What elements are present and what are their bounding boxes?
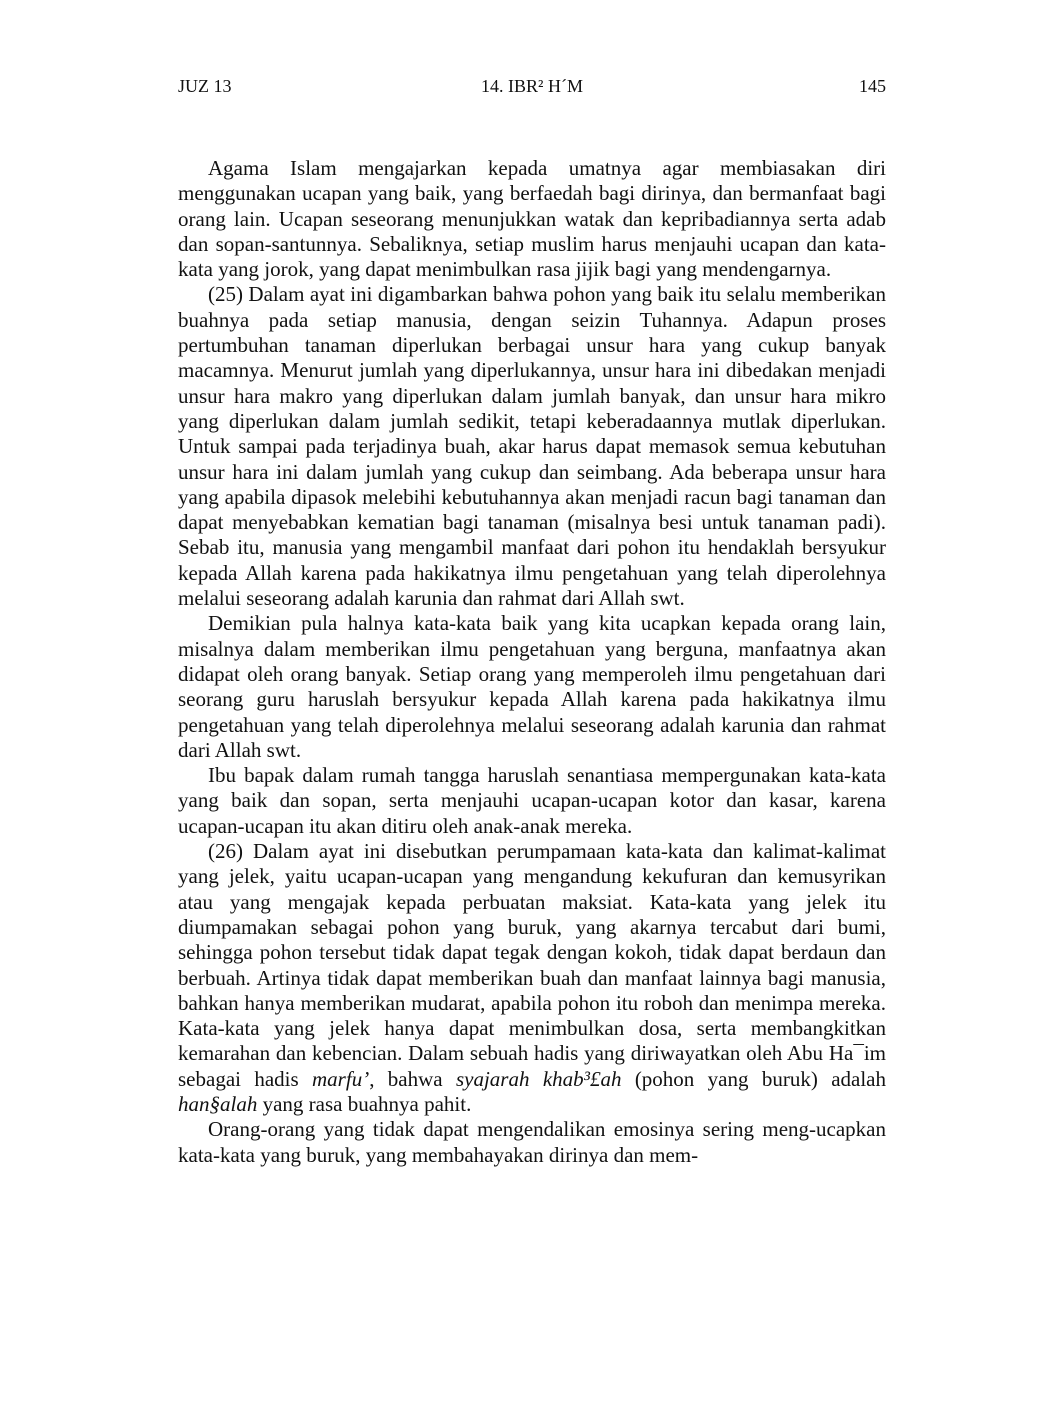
page-header [178, 76, 886, 102]
juz-label: JUZ 13 [178, 76, 232, 96]
paragraph: Demikian pula halnya kata-kata baik yang kita ucapkan kepada orang lain, misalnya dalam memberikan ilmu pengetahuan yang berguna, manfaatnya akan didapat oleh orang banyak. Setiap orang yang memperoleh ilmu pengetahuan dari seorang guru haruslah bersyukur kepada Allah karena pada hakikatnya ilmu pengetahuan yang telah diperolehnya melalui seseorang adalah karunia dan rahmat dari Allah swt. [178, 611, 886, 762]
page-number: 145 [859, 76, 886, 96]
surah-title: 14. IBR² H´M [481, 76, 583, 96]
italic-term: marfu’ [312, 1066, 370, 1091]
paragraph [178, 839, 886, 1117]
italic-term: syajarah khab³£ah [455, 1066, 622, 1091]
paragraph: Ibu bapak dalam rumah tangga haruslah senantiasa mempergunakan kata-kata yang baik dan sopan, serta menjauhi ucapan-ucapan kotor dan kasar, karena ucapan-ucapan itu akan ditiru oleh anak-anak mereka. [178, 763, 886, 838]
paragraph-text: (26) Dalam ayat ini disebutkan perumpamaan kata-kata dan kalimat-kalimat yang jelek, yaitu ucapan-ucapan yang mengandung kekufuran dan kemusyrikan atau yang mengajak kepada perbuatan maksiat. Kata-kata yang jelek itu diumpamakan sebagai pohon yang buruk, yang akarnya tercabut dari bumi, sehingga pohon tersebut tidak dapat tegak dengan kokoh, tidak dapat berdaun dan berbuah. Artinya tidak dapat memberikan buah dan manfaat lainnya bagi manusia, bahkan hanya memberikan mudarat, apabila pohon itu roboh dan menimpa mereka. Kata-kata yang jelek hanya dapat menimbulkan dosa, serta membangkitkan kemarahan dan kebencian. Dalam sebuah hadis yang diriwayatkan oleh Abu Ha¯im sebagai hadis [178, 839, 886, 1091]
italic-term: han§alah [178, 1091, 258, 1116]
paragraph-text: yang rasa buahnya pahit. [257, 1091, 472, 1116]
paragraph: (25) Dalam ayat ini digambarkan bahwa pohon yang baik itu selalu memberikan buahnya pada setiap manusia, dengan seizin Tuhannya. Adapun proses pertumbuhan tanaman diperlukan berbagai unsur hara yang cukup banyak macamnya. Menurut jumlah yang diperlukannya, unsur hara ini dibedakan menjadi unsur hara makro yang diperlukan dalam jumlah banyak, dan unsur hara mikro yang diperlukan dalam jumlah sedikit, tetapi keberadaannya mutlak diperlukan. Untuk sampai pada terjadinya buah, akar harus dapat memasok semua kebutuhan unsur hara ini dalam jumlah yang cukup dan seimbang. Ada beberapa unsur hara yang apabila dipasok melebihi kebutuhannya akan menjadi racun bagi tanaman dan dapat menyebabkan kematian bagi tanaman (misalnya besi untuk tanaman padi). Sebab itu, manusia yang mengambil manfaat dari pohon itu hendaklah bersyukur kepada Allah karena pada hakikatnya ilmu pengetahuan yang telah diperolehnya melalui seseorang adalah karunia dan rahmat dari Allah swt. [178, 282, 886, 611]
paragraph-text: (pohon yang buruk) adalah [621, 1066, 886, 1091]
paragraph: Orang-orang yang tidak dapat mengendalikan emosinya sering meng-ucapkan kata-kata yang buruk, yang membahayakan dirinya dan mem- [178, 1117, 886, 1167]
paragraph-text: , bahwa [369, 1066, 456, 1091]
paragraph: Agama Islam mengajarkan kepada umatnya agar membiasakan diri menggunakan ucapan yang baik, yang berfaedah bagi dirinya, dan bermanfaat bagi orang lain. Ucapan seseorang menunjukkan watak dan kepribadiannya serta adab dan sopan-santunnya. Sebaliknya, setiap muslim harus menjauhi ucapan dan kata-kata yang jorok, yang dapat menimbulkan rasa jijik bagi yang mendengarnya. [178, 156, 886, 282]
page-body [178, 156, 886, 1168]
